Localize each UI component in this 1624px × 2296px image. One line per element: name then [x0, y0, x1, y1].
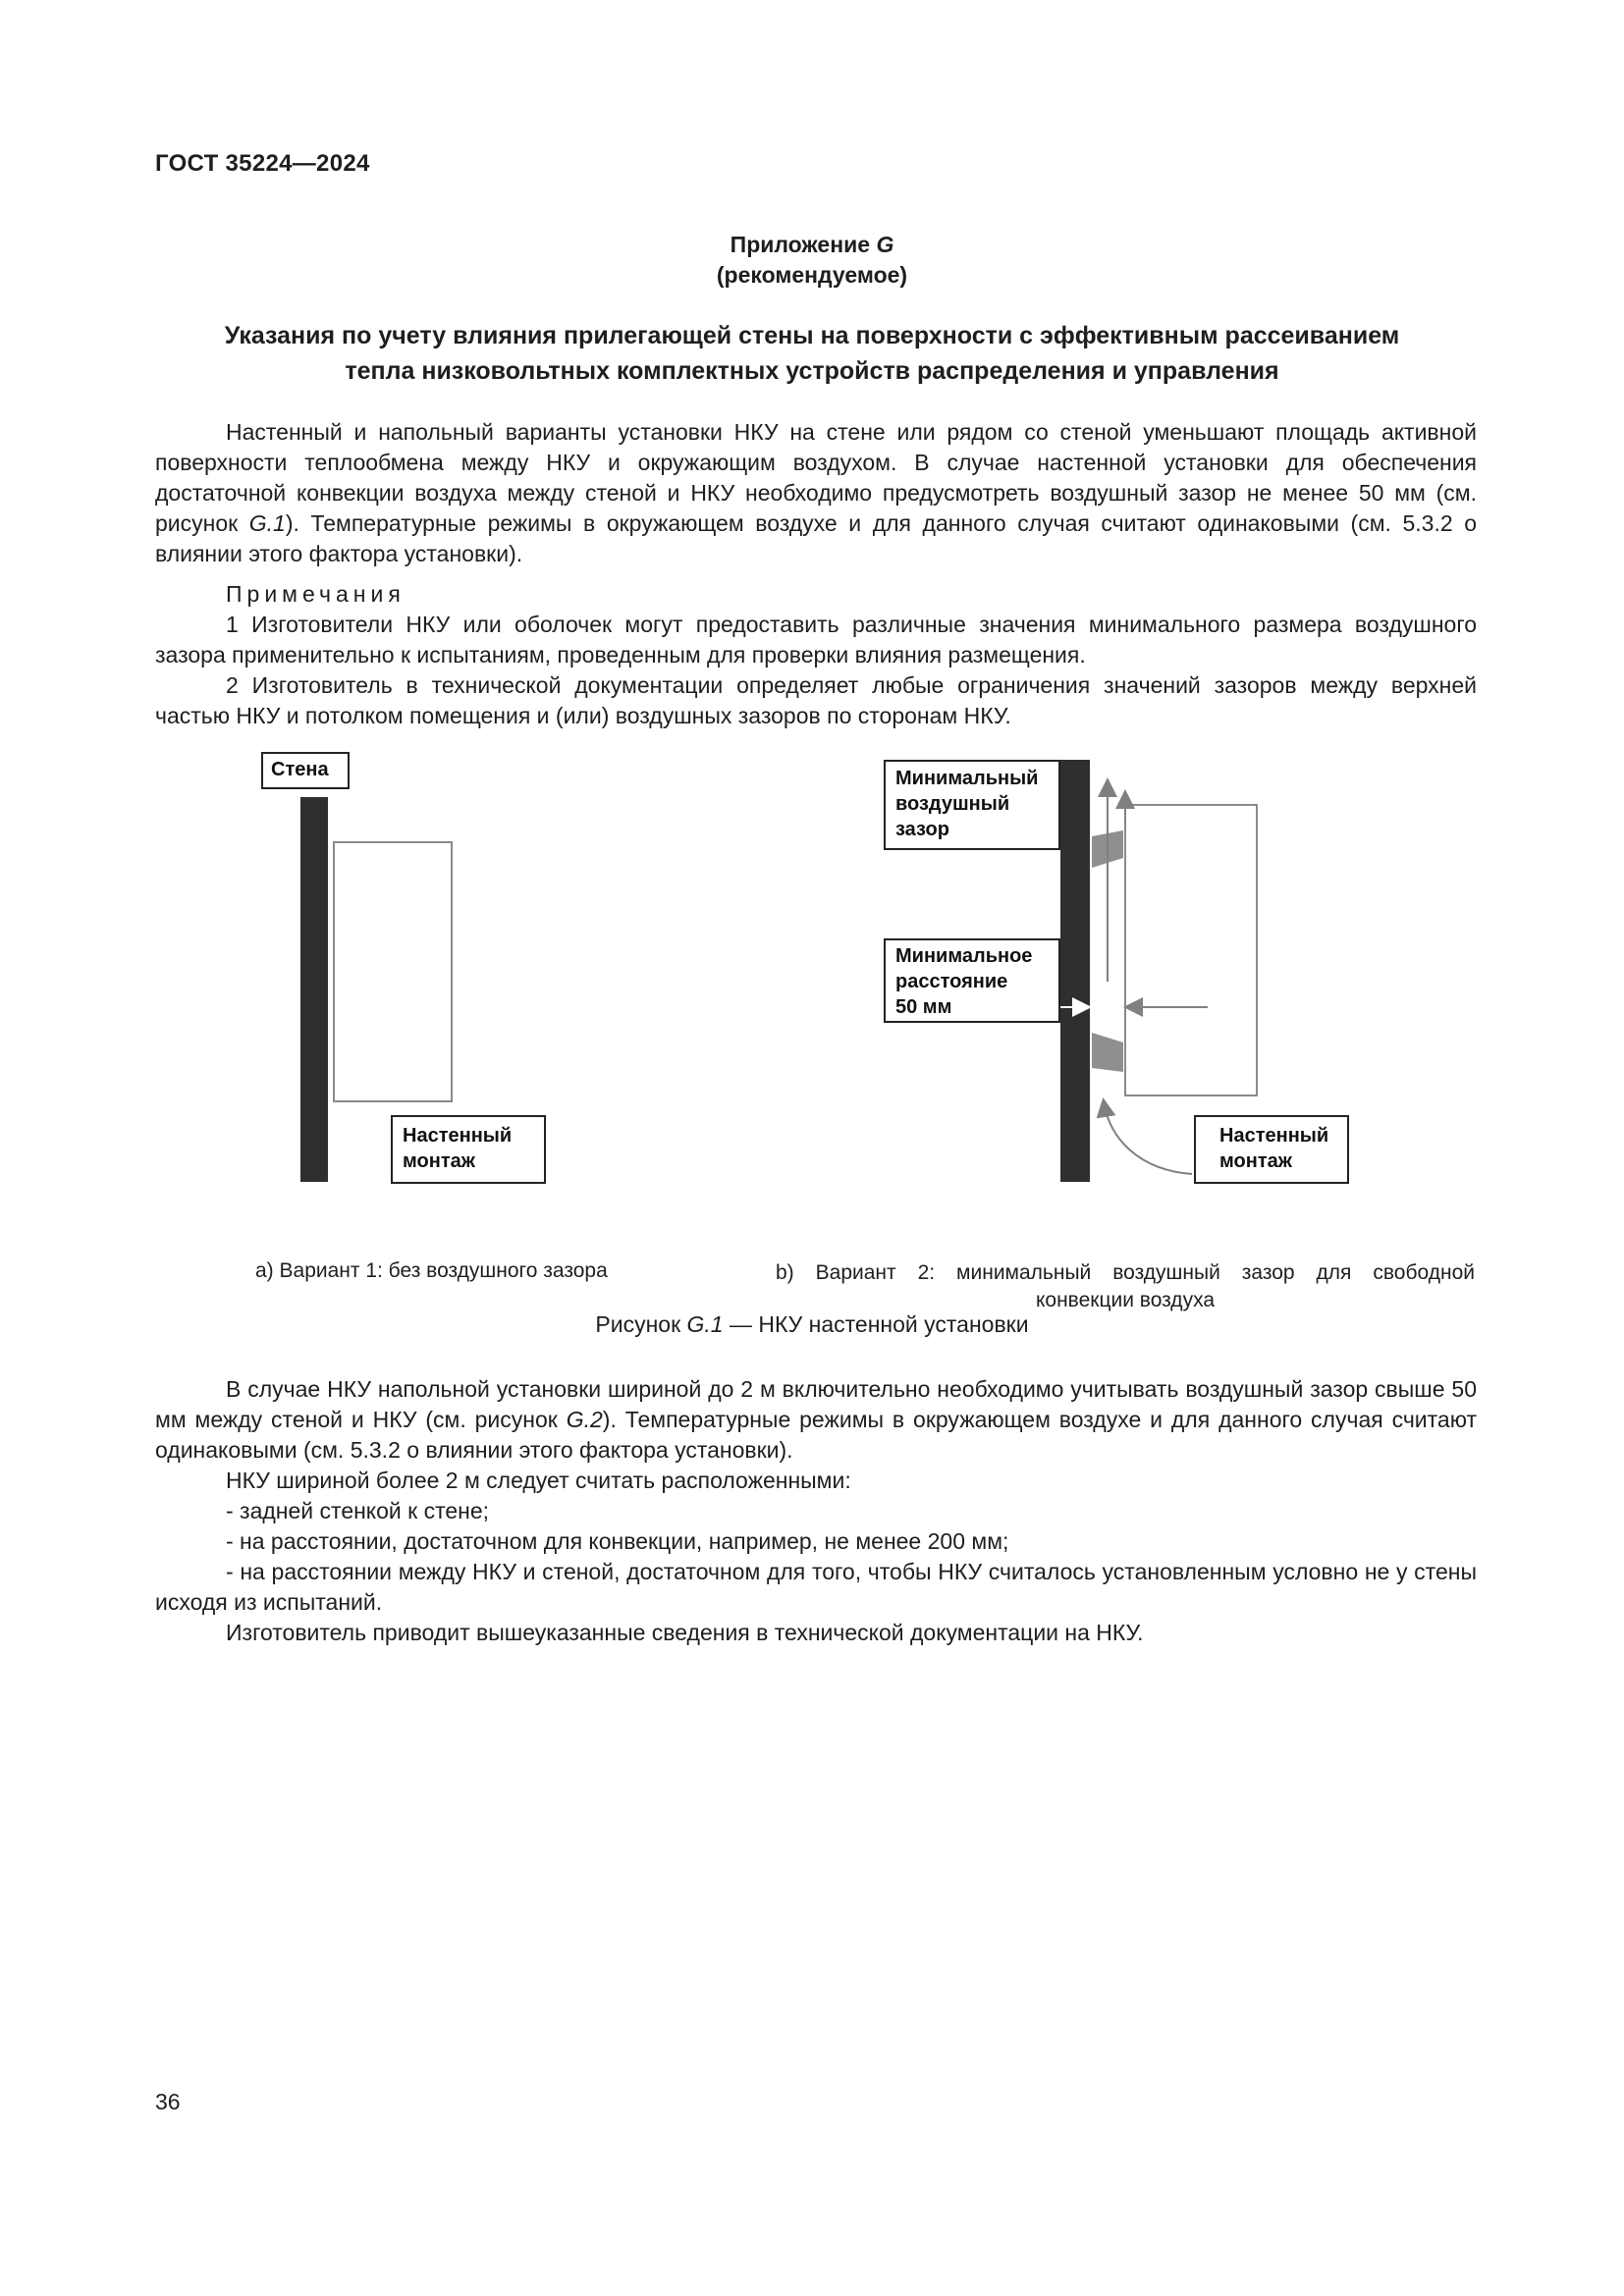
label-min-distance: Минимальное расстояние 50 мм — [884, 938, 1060, 1023]
annex-title-line-1: Указания по учету влияния прилегающей стены на поверхности с эффективным рассеиванием — [224, 322, 1400, 349]
mount-leader-arrow — [1104, 1101, 1192, 1174]
figure-ref-g2: G.2 — [566, 1407, 603, 1432]
bracket-bottom — [1092, 1033, 1123, 1072]
document-id: ГОСТ 35224—2024 — [155, 150, 370, 177]
floor-paragraph-1: В случае НКУ напольной установки шириной до 2 м включительно необходимо учитывать воздушный зазор свыше 50 мм между стеной и НКУ (см. рисунок G.2). Температурные режимы в окружающем воздухе и для данного случая считают одинаковыми (см. 5.3.2 о влиянии этого фактора установки). — [155, 1376, 1478, 1463]
label-wall-mount-left: Настенный монтаж — [391, 1115, 546, 1184]
wall-left — [300, 797, 328, 1182]
figure-ref: G.1 — [248, 510, 286, 536]
notes-heading: Примечания — [226, 581, 406, 607]
annex-label: Приложение — [730, 232, 877, 257]
bracket-top — [1092, 830, 1123, 868]
note-2: 2 Изготовитель в технической документации определяет любые ограничения значений зазоров между верхней частью НКУ и потолком помещения и (или) воздушных зазоров по сторонам НКУ. — [155, 672, 1477, 728]
floor-paragraph-2: НКУ шириной более 2 м следует считать расположенными: — [226, 1468, 851, 1493]
annex-title — [147, 318, 1477, 389]
cabinet-right — [1125, 805, 1257, 1095]
label-wall-mount-right: Настенный монтаж — [1194, 1115, 1349, 1184]
list-item: - на расстоянии между НКУ и стеной, достаточном для того, чтобы НКУ считалось установленным условно не у стены исходя из испытаний. — [155, 1559, 1477, 1615]
intro-paragraph: Настенный и напольный варианты установки НКУ на стене или рядом со стеной уменьшают площадь активной поверхности теплообмена между НКУ и окружающим воздухом. В случае настенной установки для обеспечения достаточной конвекции воздуха между стеной и НКУ необходимо предусмотреть воздушный зазор не менее 50 мм (см. рисунок G.1). Температурные режимы в окружающем воздухе и для данного случая считают одинаковыми (см. 5.3.2 о влиянии этого фактора установки). — [155, 419, 1477, 566]
page-number: 36 — [155, 2089, 181, 2114]
caption-variant-b: b) Вариант 2: минимальный воздушный зазор для свободной конвекции воздуха — [776, 1261, 1475, 1311]
label-min-air-gap: Минимальный воздушный зазор — [884, 760, 1060, 850]
annex-status: (рекомендуемое) — [716, 262, 908, 288]
annex-letter: G — [876, 232, 894, 257]
floor-paragraph-3: Изготовитель приводит вышеуказанные сведения в технической документации на НКУ. — [226, 1620, 1144, 1645]
figure-title: Рисунок G.1 — НКУ настенной установки — [595, 1311, 1029, 1337]
floor-section — [155, 1374, 1477, 1648]
caption-variant-a: а) Вариант 1: без воздушного зазора — [255, 1259, 608, 1282]
annex-heading — [0, 230, 1624, 291]
figure-title-ref: G.1 — [686, 1311, 724, 1337]
list-item: - задней стенкой к стене; — [226, 1498, 490, 1523]
label-wall: Стена — [261, 752, 350, 789]
wall-right — [1060, 760, 1090, 1182]
list-item: - на расстоянии, достаточном для конвекции, например, не менее 200 мм; — [226, 1528, 1009, 1554]
cabinet-left — [334, 842, 452, 1101]
note-1: 1 Изготовители НКУ или оболочек могут предоставить различные значения минимального размера воздушного зазора применительно к испытаниям, проведенным для проверки влияния размещения. — [155, 612, 1477, 667]
intro-section — [155, 417, 1477, 731]
annex-title-line-2: тепла низковольтных комплектных устройств распределения и управления — [345, 357, 1279, 385]
